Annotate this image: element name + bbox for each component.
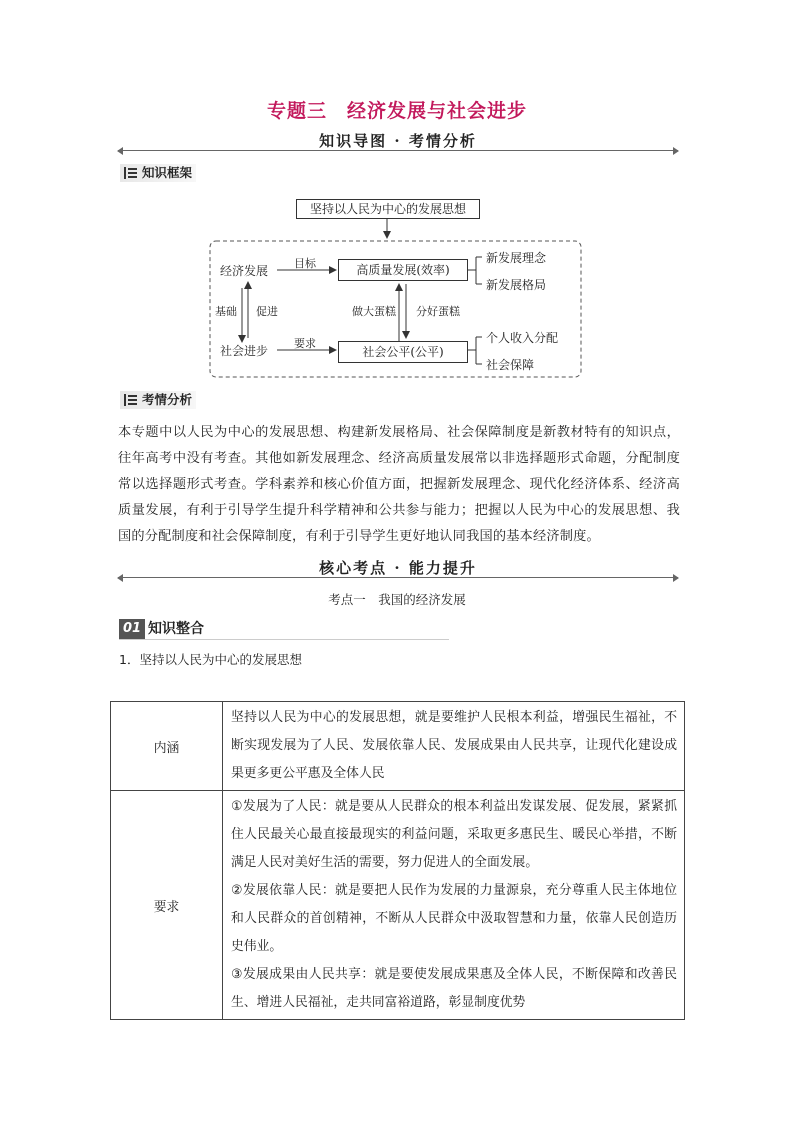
requirement-2: ②发展依靠人民：就是要把人民作为发展的力量源泉，充分尊重人民主体地位和人民群众的首创精神，不断从人民群众中汲取智慧和力量，依靠人民创造历史伟业。	[231, 883, 677, 954]
module-header	[119, 619, 449, 639]
label-bigger-cake: 做大蛋糕	[352, 305, 396, 318]
section-banner-core	[118, 557, 678, 581]
analysis-paragraph: 本专题中以人民为中心的发展思想、构建新发展格局、社会保障制度是新教材特有的知识点，往年高考中没有考查。其他如新发展理念、经济高质量发展常以非选择题形式命题，分配制度常以选择题形式考查。学科素养和核心价值方面，把握新发展理念、现代化经济体系、经济高质量发展，有利于引导学生提升科学精神和公共参与能力；把握以人民为中心的发展思想、我国的分配制度和社会保障制度，有利于引导学生更好地认同我国的基本经济制度。	[118, 425, 680, 544]
row-head: 要求	[111, 791, 223, 1020]
requirement-1: ①发展为了人民：就是要从人民群众的根本利益出发谋发展、促发展，紧紧抓住人民最关心最直接最现实的利益问题，采取更多惠民生、暖民心举措，不断满足人民对美好生活的需要，努力促进人的全面发展。	[231, 799, 677, 870]
table-row	[111, 791, 685, 1020]
new-concept: 新发展理念	[486, 251, 547, 265]
label-goal: 目标	[294, 257, 316, 270]
social-security: 社会保障	[486, 358, 535, 372]
module-label: 知识整合	[148, 621, 204, 637]
top-box: 坚持以人民为中心的发展思想	[296, 199, 480, 219]
analysis-heading	[120, 391, 196, 409]
label-require: 要求	[294, 337, 316, 350]
content-table	[110, 701, 685, 1020]
item-heading: 1．坚持以人民为中心的发展思想	[119, 652, 302, 667]
module-number: 01	[119, 619, 145, 639]
page-title: 专题三 经济发展与社会进步	[266, 100, 527, 122]
heading-bars-icon	[124, 394, 137, 406]
module-rule	[119, 639, 449, 640]
label-promote: 促进	[256, 305, 278, 318]
row-content: 坚持以人民为中心的发展思想，就是要维护人民根本利益，增强民生福祉，不断实现发展为了人民、发展依靠人民、发展成果由人民共享，让现代化建设成果更多更公平惠及全体人民	[223, 702, 685, 791]
row-content	[223, 791, 685, 1020]
income-distribution: 个人收入分配	[486, 331, 559, 345]
economic-development: 经济发展	[220, 264, 269, 278]
label-share-cake: 分好蛋糕	[416, 305, 460, 318]
kaodian-title: 考点一 我国的经济发展	[328, 592, 466, 607]
banner-text: 核心考点 · 能力提升	[118, 557, 678, 578]
fairness-box: 社会公平(公平)	[338, 341, 468, 363]
quality-box: 高质量发展(效率)	[338, 259, 468, 281]
label-basis: 基础	[215, 305, 237, 318]
social-progress: 社会进步	[220, 344, 269, 358]
knowledge-diagram	[0, 0, 794, 400]
new-pattern: 新发展格局	[486, 278, 547, 292]
banner-text: 知识导图 · 考情分析	[118, 130, 678, 151]
framework-heading-label: 知识框架	[142, 165, 193, 180]
row-head: 内涵	[111, 702, 223, 791]
analysis-heading-label: 考情分析	[142, 392, 193, 407]
requirement-3: ③发展成果由人民共享：就是要使发展成果惠及全体人民，不断保障和改善民生、增进人民福祉，走共同富裕道路，彰显制度优势	[231, 967, 677, 1010]
table-row	[111, 702, 685, 791]
